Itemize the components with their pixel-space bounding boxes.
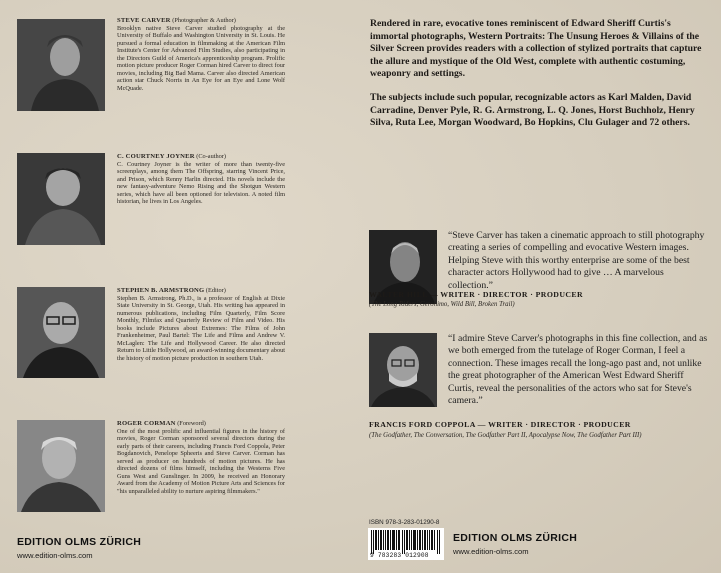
walter-hill-quote: “Steve Carver has taken a cinematic approach to still photography creating a series of compelling and evocative Western images. Helping Steve with this worthy enterprise are some of the best character actors Hollywood had to give … A marvelous collection.” xyxy=(448,230,705,291)
bio-stephen-armstrong xyxy=(117,287,285,362)
bio-role: (Editor) xyxy=(204,287,226,294)
bio-name: STEPHEN B. ARMSTRONG xyxy=(117,287,205,294)
book-description xyxy=(370,18,705,130)
francis-coppola-quote: “I admire Steve Carver's photographs in this fine collection, and as we both emerged from the tutelage of Roger Corman, I feel a connection. These images recall the long-ago past and, not unlike the great photographer of the American West Edward Sheriff Curtis, reveal the personalities of the actors who sat for Steve's camera.” xyxy=(448,333,708,407)
description-paragraph-2: The subjects include such popular, recognizable actors as Karl Malden, David Carradine, Denver Pyle, R. G. Armstrong, L. Q. Jones, Horst Buchholz, Henry Silva, Ruta Lee, Morgan Woodward, Bo Hopkins, Clu Gulager and 72 others. xyxy=(370,91,695,129)
bio-name: C. COURTNEY JOYNER xyxy=(117,153,195,160)
bio-text: One of the most prolific and influential figures in the history of movies, Roger Corman sponsored several directors during the early parts of their careers, including Francis Ford Coppola, Peter Bogdanovich, Penelope Spheeris and Steve Carver. Corman has served as producer on hundreds of motion pictures. He has directed dozens of films himself, including the Westerns Five Guns West and Gunslinger. In 2009, he received an Honorary Award from the Academy of Motion Picture Arts and Sciences for "his unparalleled ability to nurture aspiring filmmakers." xyxy=(117,427,285,495)
bio-courtney-joyner xyxy=(117,153,285,206)
publisher-url-right: www.edition-olms.com xyxy=(453,547,529,556)
stephen-armstrong-photo xyxy=(17,287,105,378)
publisher-name-right: EDITION OLMS ZÜRICH xyxy=(453,532,578,544)
bio-steve-carver xyxy=(117,17,285,92)
bio-name: ROGER CORMAN xyxy=(117,420,176,427)
bio-text: Brooklyn native Steve Carver studied photography at the University of Buffalo and Washington University in St. Louis. He pursued a formal education in filmmaking at the American Film Institute's Center for Advanced Film Studies, also participating in the Directors Guild of America's apprenticeship program. Prolific motion picture producer Roger Corman hired Carver to direct four movies, including Big Bad Mama. Carver also directed American action star Chuck Norris in An Eye for an Eye and Lone Wolf McQuade. xyxy=(117,24,285,92)
bio-text: Stephen B. Armstrong, Ph.D., is a professor of English at Dixie State University in St. George, Utah. His writing has appeared in numerous publications, including Film Quarterly, Film Score Monthly, Filmfax and Quarterly Review of Film and Video. His books include Pictures about Extremes: The Films of John Frankenheimer, Paul Bartel: The Life and Films and Andrew V. McLaglen: The Life and Hollywood Career. He also directed Return to Little Hollywood, an award-winning documentary about the history of motion picture production in southern Utah. xyxy=(117,294,285,362)
description-paragraph-1: Rendered in rare, evocative tones reminiscent of Edward Sheriff Curtis's immortal photographs, Western Portraits: The Unsung Heroes & Villains of the Silver Screen provides readers with a collection of stylized portraits that capture the allure and mystique of the Old West, complete with authentic costuming, weaponry and settings. xyxy=(370,18,702,80)
roger-corman-photo xyxy=(17,420,105,512)
francis-coppola-attribution: FRANCIS FORD COPPOLA — WRITER · DIRECTOR · PRODUCER xyxy=(369,420,631,429)
walter-hill-credits: (The Long Riders, Geronimo, Wild Bill, Broken Trail) xyxy=(369,301,515,308)
francis-coppola-photo xyxy=(369,333,437,407)
bio-name: STEVE CARVER xyxy=(117,17,171,24)
steve-carver-photo xyxy=(17,19,105,111)
publisher-url-left: www.edition-olms.com xyxy=(17,551,93,560)
francis-coppola-credits: (The Godfather, The Conversation, The Godfather Part II, Apocalypse Now, The Godfather Part III) xyxy=(369,432,642,439)
bio-role: (Foreword) xyxy=(175,420,206,427)
isbn-label: ISBN 978-3-283-01290-8 xyxy=(369,519,440,526)
bio-roger-corman xyxy=(117,420,285,495)
bio-role: (Co-author) xyxy=(194,153,226,160)
bio-role: (Photographer & Author) xyxy=(170,17,236,24)
courtney-joyner-photo xyxy=(17,153,105,245)
bio-text: C. Courtney Joyner is the writer of more than twenty-five screenplays, among them The Offspring, starring Vincent Price, and Prison, which Renny Harlin directed. His novels include the new fantasy-adventure Nemo Rising and the Shotgun Western series, which have all been optioned for television. A noted film historian, he lives in Los Angeles. xyxy=(117,160,285,205)
walter-hill-attribution: WALTER HILL — WRITER · DIRECTOR · PRODUCER xyxy=(369,290,584,299)
barcode-digits: 9 783283 012908 xyxy=(370,552,429,559)
publisher-name-left: EDITION OLMS ZÜRICH xyxy=(17,536,142,548)
